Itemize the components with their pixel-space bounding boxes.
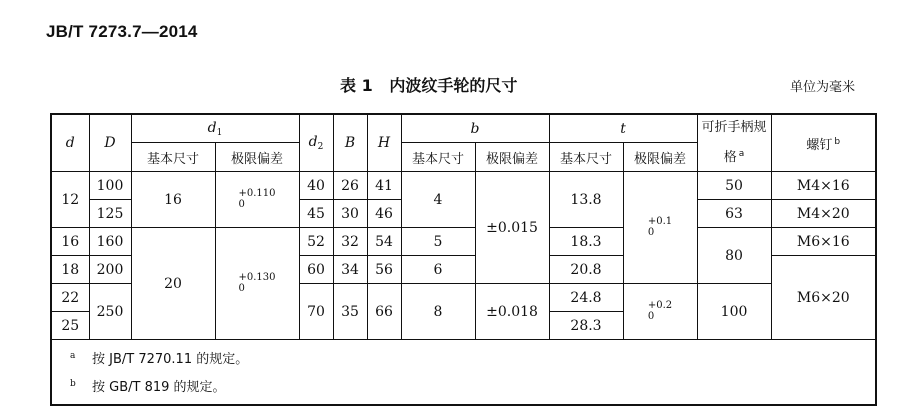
d1-basic-size-header: 基本尺寸: [131, 143, 215, 172]
col-d1-header: [131, 114, 299, 143]
cell-b-tolerance: ±0.015: [475, 172, 549, 284]
cell-D: 125: [89, 200, 131, 228]
screw-footnote-mark: b: [834, 136, 841, 147]
cell-D: 250: [89, 284, 131, 340]
cell-screw: M6×20: [771, 256, 876, 340]
footnote-row: [51, 340, 876, 406]
footnote-text: 按 JB/T 7270.11 的规定。: [92, 352, 249, 367]
cell-B: 30: [333, 200, 367, 228]
col-b-header: b: [401, 114, 549, 143]
col-B-header: B: [333, 114, 367, 172]
standard-code: JB/T 7273.7—2014: [46, 22, 198, 41]
footnote-b: [70, 372, 875, 400]
col-H-header: H: [367, 114, 401, 172]
d1-limit-deviation-header: 极限偏差: [215, 143, 299, 172]
cell-d1-basic: 20: [131, 228, 215, 340]
cell-handle: 100: [697, 284, 771, 340]
col-screw-header: [771, 114, 876, 172]
cell-D: 200: [89, 256, 131, 284]
footnote-text: 按 GB/T 819 的规定。: [92, 380, 226, 395]
cell-H: 56: [367, 256, 401, 284]
cell-t-basic: 20.8: [549, 256, 623, 284]
footnote-a: [70, 344, 875, 372]
d2-subscript: 2: [317, 142, 324, 152]
t-basic-size-header: 基本尺寸: [549, 143, 623, 172]
d2-main: d: [308, 134, 318, 150]
tolerance-stack: [648, 216, 672, 238]
cell-d2: 45: [299, 200, 333, 228]
cell-d2: 60: [299, 256, 333, 284]
tolerance-stack: [239, 188, 276, 210]
cell-H: 66: [367, 284, 401, 340]
handle-footnote-mark: a: [738, 149, 745, 159]
handle-header-line1: 可折手柄规: [701, 120, 767, 135]
cell-H: 41: [367, 172, 401, 200]
tolerance-stack: [648, 300, 672, 322]
table-row: [51, 172, 876, 200]
cell-handle: 63: [697, 200, 771, 228]
cell-d2: 40: [299, 172, 333, 200]
unit-note: 单位为毫米: [790, 80, 856, 95]
cell-t-basic: 28.3: [549, 312, 623, 340]
cell-b-basic: 6: [401, 256, 475, 284]
cell-handle: 50: [697, 172, 771, 200]
cell-H: 46: [367, 200, 401, 228]
cell-t-basic: 18.3: [549, 228, 623, 256]
cell-b-basic: 5: [401, 228, 475, 256]
col-handle-header: [697, 114, 771, 172]
cell-t-tolerance: [623, 172, 697, 284]
tol-lower: 0: [238, 283, 245, 294]
cell-B: 26: [333, 172, 367, 200]
cell-d2: 70: [299, 284, 333, 340]
screw-header-label: 螺钉: [806, 137, 833, 153]
tol-upper: +0.110: [238, 188, 276, 199]
d1-subscript: 1: [216, 127, 223, 138]
tol-upper: +0.1: [647, 216, 673, 227]
cell-D: 160: [89, 228, 131, 256]
cell-d: 18: [51, 256, 89, 284]
col-t-header: t: [549, 114, 697, 143]
tol-lower: 0: [647, 311, 655, 322]
footnote-mark: b: [70, 379, 76, 389]
tol-upper: +0.130: [238, 272, 276, 283]
dimensions-table: [50, 113, 877, 406]
cell-b-tolerance: ±0.018: [475, 284, 549, 340]
cell-screw: M4×20: [771, 200, 876, 228]
cell-d1-basic: 16: [131, 172, 215, 228]
table-row: [51, 228, 876, 256]
tol-lower: 0: [238, 199, 245, 210]
tol-lower: 0: [647, 227, 655, 238]
col-d2-header: [299, 114, 333, 172]
cell-B: 32: [333, 228, 367, 256]
cell-b-basic: 8: [401, 284, 475, 340]
tol-upper: +0.2: [647, 300, 673, 311]
col-d-header: d: [51, 114, 89, 172]
cell-d2: 52: [299, 228, 333, 256]
cell-screw: M4×16: [771, 172, 876, 200]
cell-screw: M6×16: [771, 228, 876, 256]
handle-header-line2: 格: [723, 150, 737, 165]
cell-d: 16: [51, 228, 89, 256]
cell-d1-tolerance: [215, 172, 299, 228]
b-limit-deviation-header: 极限偏差: [475, 143, 549, 172]
cell-H: 54: [367, 228, 401, 256]
tolerance-stack: [239, 272, 276, 294]
col-D-header: D: [89, 114, 131, 172]
table-title: 表 1 内波纹手轮的尺寸: [340, 76, 518, 95]
cell-B: 34: [333, 256, 367, 284]
cell-t-basic: 24.8: [549, 284, 623, 312]
cell-b-basic: 4: [401, 172, 475, 228]
b-basic-size-header: 基本尺寸: [401, 143, 475, 172]
footnotes: [51, 340, 876, 406]
cell-d: 25: [51, 312, 89, 340]
cell-t-tolerance: [623, 284, 697, 340]
cell-D: 100: [89, 172, 131, 200]
footnote-mark: a: [70, 351, 76, 361]
cell-t-basic: 13.8: [549, 172, 623, 228]
cell-B: 35: [333, 284, 367, 340]
cell-d1-tolerance: [215, 228, 299, 340]
cell-handle: 80: [697, 228, 771, 284]
cell-d: 22: [51, 284, 89, 312]
d1-main: d: [207, 119, 217, 136]
t-limit-deviation-header: 极限偏差: [623, 143, 697, 172]
cell-d: 12: [51, 172, 89, 228]
header-row: [51, 114, 876, 143]
